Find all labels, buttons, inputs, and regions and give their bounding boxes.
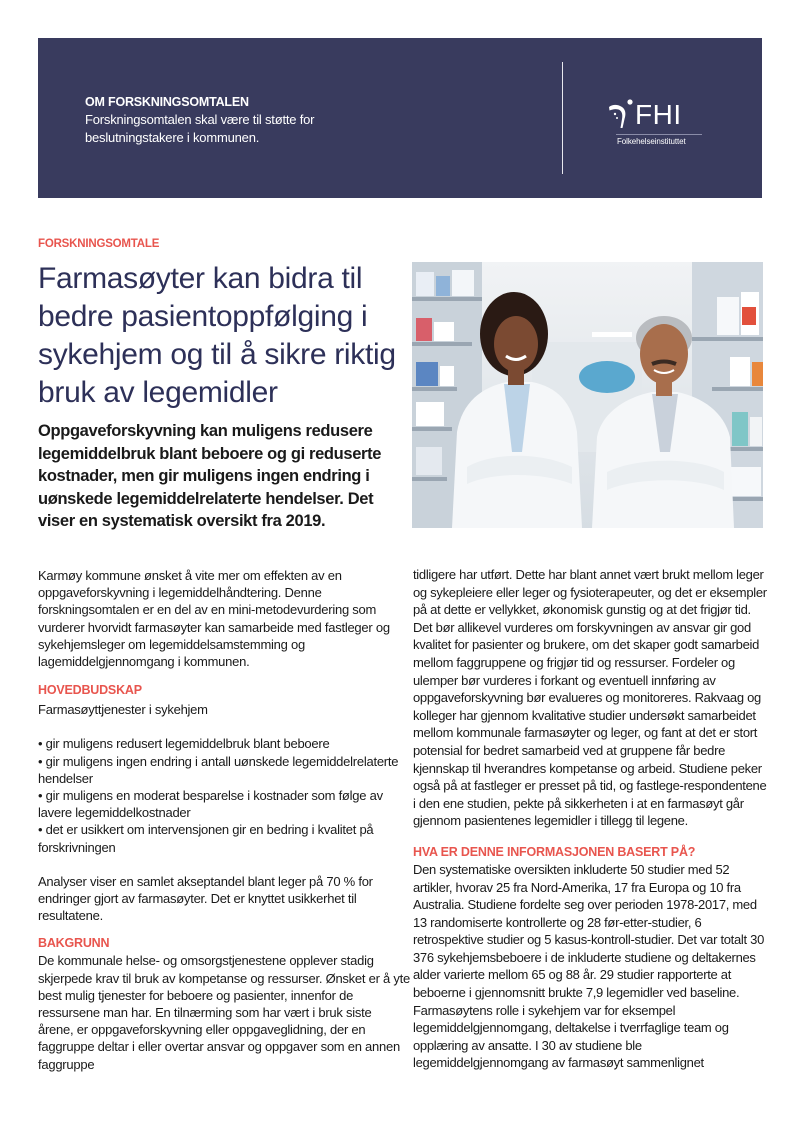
bullet-item: • gir muligens en moderat besparelse i kostnader som følge av lavere legemiddelkostnader: [38, 787, 410, 821]
bullet-item: • gir muligens ingen endring i antall uønskede legemiddelrelaterte hendelser: [38, 753, 410, 787]
article-lead: Oppgaveforskyvning kan muligens redusere legemiddelbruk blant beboere og gi reduserte kostnader, men gir muligens ingen endring i uønskede legemiddelrelaterte hendelser. Det viser en systematisk oversikt fra 2019.: [38, 422, 382, 530]
banner-title: OM FORSKNINGSOMTALEN: [85, 95, 249, 109]
fhi-logo-name: Folkehelseinstituttet: [617, 137, 686, 146]
grunnlag-heading: HVA ER DENNE INFORMASJONEN BASERT PÅ?: [413, 844, 696, 859]
banner-divider: [562, 62, 563, 174]
right-column: [413, 566, 769, 1072]
pharmacists-photo-illustration: [412, 262, 763, 528]
bakgrunn-heading: BAKGRUNN: [38, 936, 110, 951]
pharmacists-photo: [412, 262, 763, 528]
bakgrunn-paragraph-right: tidligere har utført. Dette har blant annet vært brukt mellom leger og sykepleiere eller leger og fysioterapeuter, og det er eksempler på at dette er vellykket, økonomisk gunstig og at det frigjør tid. Det bør allikevel vurderes om forskyvningen av ansvar gir god kvalitet for pasienter og brukere, om det skaper godt samarbeid mellom faggruppene og frigjør tid og ressurser. Fordeler og ulemper bør vurderes i forkant og eventuell innføring av oppgaveforskyvning bør evalueres og monitoreres. Rakvaag og kolleger har gjennom kvalitative studier undersøkt samarbeidet mellom kommunale farmasøyter og leger, og fant at det er stort potensial for bedret samarbeid ved at gruppene får bedre kjennskap til hverandres kompetanse og arbeid. Studiene peker også på at fastleger er presset på tid, og fastlege-respondentene i den ene studien, pekte på sikkerheten i at en farmasøyt går gjennom pasientenes legemidler i tillegg til legene.: [413, 567, 767, 829]
banner-text: [85, 94, 525, 146]
fhi-figure-icon: [608, 98, 634, 130]
hovedbudskap-heading: HOVEDBUDSKAP: [38, 683, 142, 698]
bullet-item: • gir muligens redusert legemiddelbruk blant beboere: [38, 735, 410, 752]
banner-subtitle-line-1: Forskningsomtalen skal være til støtte for: [85, 112, 315, 127]
intro-paragraph: Karmøy kommune ønsket å vite mer om effekten av en oppgaveforskyvning i legemiddelhåndtering. Denne forskningsomtalen er en del av en mini-metodevurdering som vurderer hvorvidt farmasøyter kan samarbeide med fastleger og sykehjemsleger om legemiddelsamstemming og lagemiddelgjennomgang i kommunen.: [38, 568, 390, 670]
grunnlag-paragraph: Den systematiske oversikten inkluderte 50 studier med 52 artikler, hvorav 25 fra Nord-Amerika, 17 fra Europa og 10 fra Australia. Studiene fordelte seg over perioden 1978-2017, med 13 randomiserte kontrollerte og 28 før-etter-studier, 6 retrospektive studier og 5 kasus-kontroll-studier. Det var totalt 30 376 sykehjemsbeboere i de inkluderte studiene og deltakernes alder varierte mellom 65 og 88 år. 29 studier rapporterte at beboerne i gjennomsnitt brukte 7,9 legemidler ved baseline. Farmasøytens rolle i sykehjem var for eksempel legemiddelgjennomgang, deltakelse i tverrfaglige team og opplæring av ansatte. I 30 av studiene ble legemiddelgjennomgang av farmasøyt sammenlignet: [413, 861, 764, 1071]
fhi-logo: [608, 98, 708, 148]
fhi-logo-letters: FHI: [635, 99, 682, 130]
article-kicker: FORSKNINGSOMTALE: [38, 238, 160, 250]
hovedbudskap-bullet-list: [38, 735, 410, 855]
page-title: Farmasøyter kan bidra til bedre pasientoppfølging i sykehjem og til å sikre riktig bruk av legemidler: [38, 262, 396, 409]
bullet-item: • det er usikkert om intervensjonen gir en bedring i kvalitet på forskrivningen: [38, 821, 410, 855]
analysis-paragraph: Analyser viser en samlet akseptandel blant leger på 70 % for endringer gjort av farmasøyter. Det er knyttet usikkerhet til resultatene.: [38, 873, 373, 924]
left-column: [38, 567, 410, 1073]
hovedbudskap-subheading: Farmasøyttjenester i sykehjem: [38, 702, 208, 718]
banner-subtitle-line-2: beslutningstakere i kommunen.: [85, 129, 260, 145]
bakgrunn-paragraph-left: De kommunale helse- og omsorgstjenestene opplever stadig skjerpede krav til bruk av kompetanse og ressurser. Ønsket er å yte best mulig tjenester for beboere og pasienter, innenfor de ressursene man har. En tilnærming som har vært i bruk siste årene, er oppgaveforskyvning eller oppgaveglidning, der en faggruppe deltar i eller overtar ansvar og oppgaver som en annen faggruppe: [38, 953, 410, 1072]
info-banner: [38, 38, 762, 198]
fhi-logo-rule: [616, 134, 702, 135]
